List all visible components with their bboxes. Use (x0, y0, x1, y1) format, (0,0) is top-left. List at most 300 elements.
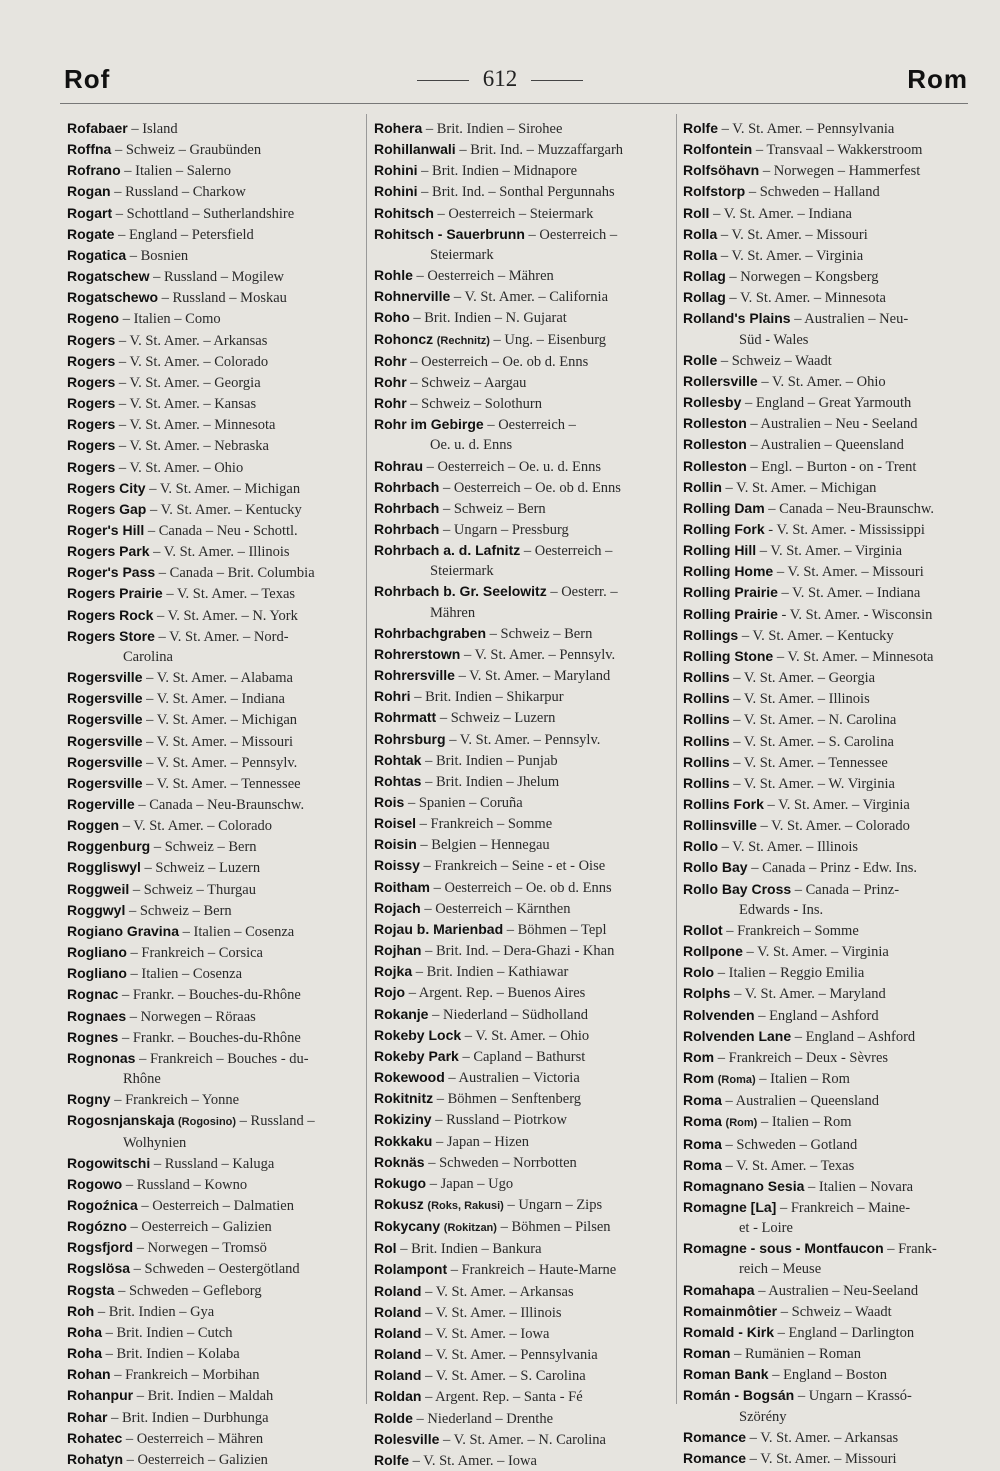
entry-location: – V. St. Amer. – Minnesota (729, 290, 886, 307)
entry-name: Rohrersville (374, 667, 455, 684)
entry-location: – Frankr. – Bouches-du-Rhône (121, 1029, 301, 1046)
entry-location: – V. St. Amer. – Indiana (146, 691, 285, 708)
entry (374, 686, 674, 707)
entry-name: Roissy (374, 857, 420, 874)
entry-location: – Canada – Neu-Braunschw. (138, 797, 305, 813)
entry-name: Roggen (67, 817, 120, 834)
entry (683, 794, 973, 815)
entry (374, 919, 674, 940)
entry-location: – V. St. Amer. – Tennessee (146, 775, 301, 792)
entry-location: – Frankreich – Yonne (114, 1092, 240, 1109)
entry-name: Rohitsch (374, 204, 434, 221)
entry (67, 160, 367, 181)
entry (683, 983, 973, 1004)
entry (683, 118, 973, 139)
entry (683, 350, 973, 371)
entry-name: Roma (683, 1092, 722, 1109)
entry (683, 962, 973, 983)
entry-name: Rollag (683, 268, 726, 285)
entry-name: Rolling Prairie (683, 584, 778, 601)
entry-name: Rolde (374, 1409, 413, 1426)
entry-name: Rolo (683, 964, 715, 981)
entry (374, 393, 674, 414)
entry-name: Rollo (683, 838, 718, 855)
entry-name: Roho (374, 309, 410, 326)
entry (374, 1238, 674, 1259)
entry-location: – Capland – Bathurst (462, 1048, 586, 1065)
entry-location: – V. St. Amer. – Maryland (734, 986, 886, 1003)
entry-location: – V. St. Amer. – California (453, 289, 609, 306)
entry-location: – Bosnien (129, 247, 189, 264)
entry-name: Romald - Kirk (683, 1323, 775, 1340)
entry-name: Rollo Bay (683, 859, 748, 876)
entry (67, 541, 367, 562)
entry-location: – Canada – Prinz- (794, 881, 900, 898)
entry-location: – V. St. Amer. – Ohio (118, 459, 244, 476)
entry-name: Rognonas (67, 1049, 136, 1066)
entry-name: Rokanje (374, 1005, 429, 1022)
entry-location: – Rumänien – Roman (734, 1346, 861, 1363)
entry (683, 1090, 973, 1111)
entry-location: – Norwegen – Kongsberg (729, 269, 879, 286)
entry-location: – Schweiz – Bern (442, 500, 546, 517)
entry (67, 1089, 367, 1110)
entry-name: Rollersville (683, 372, 758, 389)
entry-location: – V. St. Amer. – Kansas (118, 396, 257, 413)
entry (374, 623, 674, 644)
entry-continuation: reich – Meuse (739, 1261, 822, 1278)
entry-name: Rogers (67, 437, 116, 454)
entry-location: – Canada – Prinz - Edw. Ins. (751, 860, 917, 877)
entry-name: Rolfstorp (683, 183, 746, 200)
entry (67, 1449, 367, 1470)
entry-location: – Frankreich – Morbihan (114, 1367, 260, 1384)
entry-name: Roma (683, 1156, 722, 1173)
entry-name: Roha (67, 1323, 102, 1340)
entry-name: Rokugo (374, 1174, 427, 1191)
entry-name: Roh (67, 1302, 95, 1319)
entry-location: – Brit. Indien – Durbhunga (111, 1409, 269, 1426)
header-left-guideword: Rof (64, 64, 111, 94)
entry-location: – Frankr. – Bouches-du-Rhône (121, 987, 301, 1004)
entry-name: Rolla (683, 246, 718, 263)
entry-location: – V. St. Amer. – Pennsylv. (449, 731, 601, 748)
entry (683, 646, 973, 667)
entry-name: Rokeby Park (374, 1047, 459, 1064)
entry (683, 477, 973, 498)
entry-name: Rohri (374, 688, 411, 705)
entry-name: Rogan (67, 183, 111, 200)
entry-location: – V. St. Amer. – Illinois (721, 839, 859, 856)
entry-name: Rohnerville (374, 288, 451, 305)
entry-name: Rolampont (374, 1261, 448, 1278)
entry-location: – V. St. Amer. – Missouri (776, 564, 924, 581)
entry-location: – V. St. Amer. – Indiana (713, 205, 852, 222)
entry-name: Rogers (67, 331, 116, 348)
entry (374, 498, 674, 519)
entry (683, 1134, 973, 1155)
entry-location: – Brit. Indien – Kolaba (105, 1346, 240, 1363)
entry (683, 1238, 973, 1279)
entry-location: – England – Ashford (758, 1007, 879, 1024)
entry-name: Rollot (683, 921, 723, 938)
entry-name: Rohini (374, 162, 418, 179)
entry-name: Roger's Hill (67, 521, 145, 538)
entry-name: Rohini (374, 183, 418, 200)
entry (67, 1237, 367, 1258)
entry-name: Rogliano (67, 944, 127, 961)
entry-name: Rogersville (67, 774, 143, 791)
entry-location: – Italien – Cosenza (130, 966, 243, 983)
entry-name: Rolla (683, 225, 718, 242)
entry-location: – England – Darlington (777, 1324, 915, 1341)
entry-location: – V. St. Amer. – Michigan (146, 712, 298, 729)
entry-location: – Schweiz – Graubünden (114, 142, 262, 159)
entry (374, 1004, 674, 1025)
entry (683, 1068, 973, 1090)
entry-name: Rollins (683, 732, 730, 749)
entry-location: – V. St. Amer. – Colorado (122, 818, 273, 835)
entry-name: Rogersville (67, 732, 143, 749)
entry-location: – Frank- (887, 1241, 937, 1258)
entry-location: – V. St. Amer. – Indiana (781, 585, 921, 602)
entry (683, 1047, 973, 1068)
entry (374, 118, 674, 139)
entry-location: – V. St. Amer. – Illinois (733, 691, 870, 708)
entry (374, 771, 674, 792)
entry-location: – V. St. Amer. – Ohio (464, 1027, 590, 1044)
entry-name: Rogers (67, 416, 116, 433)
entry-location: – Engl. – Burton - on - Trent (750, 458, 917, 475)
entry (683, 413, 973, 434)
entry-location: – V. St. Amer. – Colorado (118, 353, 269, 370)
entry-location: – Italien – Como (122, 311, 221, 328)
entry (67, 857, 367, 878)
entry-location: – Brit. Ind. – Dera-Ghazi - Khan (425, 943, 615, 960)
entry-location: – V. St. Amer. – Nebraska (118, 438, 269, 455)
entry (683, 392, 973, 413)
entry-name: Román - Bogsán (683, 1387, 795, 1404)
entry-location: – Italien – Rom (760, 1114, 852, 1131)
entry-name: Rolfontein (683, 141, 753, 158)
entry-name: Rolling Fork (683, 520, 765, 537)
entry (683, 688, 973, 709)
entry-name: Rohle (374, 267, 413, 284)
entry-location: – V. St. Amer. – Virginia (720, 247, 864, 264)
entry (683, 1280, 973, 1301)
entry-name: Rohr (374, 395, 407, 412)
entry-name: Rokiziny (374, 1111, 432, 1128)
entry-name: Rogsta (67, 1281, 115, 1298)
entry-location: – Brit. Indien – Gya (97, 1303, 215, 1320)
entry (374, 982, 674, 1003)
entry (683, 1111, 973, 1133)
entry-location: – V. St. Amer. – Arkansas (118, 332, 268, 349)
entry-location: – V. St. Amer. – Kentucky (149, 501, 302, 518)
entry-location: – Italien – Novara (808, 1178, 914, 1195)
entry (683, 941, 973, 962)
entry-name: Rolle (683, 351, 718, 368)
entry (683, 181, 973, 202)
entry (374, 1302, 674, 1323)
entry-location: – V. St. Amer. – Virginia (746, 944, 889, 961)
entry (67, 815, 367, 836)
entry (67, 224, 367, 245)
entry (683, 160, 973, 181)
entry (67, 1006, 367, 1027)
entry-location: – Schweiz – Aargau (410, 374, 527, 391)
entry-location: – Oesterr. – (550, 584, 618, 601)
entry (374, 1216, 674, 1238)
entry (374, 961, 674, 982)
entry-name: Rogoźnica (67, 1196, 138, 1213)
entry-location: – Schweden – Norrbotten (428, 1154, 577, 1171)
entry-location: – Russland – Charkow (114, 184, 246, 201)
entry-continuation: Mähren (430, 604, 476, 621)
entry-location: – Japan – Ugo (429, 1175, 514, 1192)
entry (67, 1027, 367, 1048)
entry-name: Roggweil (67, 880, 130, 897)
entry (67, 963, 367, 984)
entry (683, 287, 973, 308)
entry-name: Rogers (67, 458, 116, 475)
entry-location: – Schweiz – Thurgau (132, 881, 256, 898)
entry (683, 561, 973, 582)
entry-name: Roffna (67, 141, 112, 158)
entry-name: Rogiano Gravina (67, 922, 180, 939)
entry (374, 351, 674, 372)
entry-name: Rofrano (67, 162, 121, 179)
entry (67, 1048, 367, 1089)
entry-name: Rolfe (374, 1451, 409, 1468)
entry-name: Rohar (67, 1408, 108, 1425)
entry-location: – Schweiz – Bern (489, 625, 593, 642)
entry-location: – Norwegen – Röraas (129, 1008, 256, 1025)
entry-name: Roggwyl (67, 901, 126, 918)
entry-name: Rohrbach a. d. Lafnitz (374, 542, 521, 559)
entry (683, 582, 973, 603)
entry-location: – Frankreich – Deux - Sèvres (717, 1049, 889, 1066)
entry-location: – England – Boston (772, 1367, 887, 1384)
entry (67, 372, 367, 393)
entry-name: Rogers Store (67, 627, 155, 644)
entry-location: – Brit. Indien – Sirohee (425, 121, 563, 137)
entry-name: Roitham (374, 878, 430, 895)
entry-name: Rojka (374, 963, 413, 980)
entry-name: Rohillanwali (374, 141, 456, 158)
entry-name: Romance (683, 1449, 747, 1466)
entry-name: Rogsfjord (67, 1239, 134, 1256)
entry (374, 581, 674, 622)
entry (683, 604, 973, 625)
entry-location: – V. St. Amer. – Virginia (767, 797, 910, 813)
entry-location: – Brit. Indien – Midnapore (421, 163, 578, 180)
entry-location: – Italien – Reggio Emilia (717, 965, 865, 982)
entry-name: Roggenburg (67, 838, 151, 855)
entry-name: Rogersville (67, 690, 143, 707)
entry (67, 393, 367, 414)
entry-name: Rohr (374, 373, 407, 390)
entry (683, 625, 973, 646)
entry-name: Roldan (374, 1388, 422, 1405)
entry-name: Rognaes (67, 1007, 127, 1024)
header-right-guideword: Rom (907, 64, 968, 94)
entry-location: – Brit. Indien – N. Gujarat (413, 310, 567, 327)
entry (683, 1448, 973, 1469)
entry-location: – V. St. Amer. – N. York (156, 607, 298, 624)
entry (374, 1259, 674, 1280)
entry-continuation: Steiermark (430, 563, 494, 580)
entry-name: Rohoncz (374, 330, 434, 347)
entry-location: – Frankreich – Corsica (130, 945, 263, 962)
entry (67, 1385, 367, 1406)
entry-location: – Japan – Hizen (435, 1133, 529, 1150)
entry (374, 181, 674, 202)
entry (374, 1131, 674, 1152)
entry-name: Roger's Pass (67, 564, 156, 581)
column-2 (374, 118, 674, 1471)
entry-name: Rolvenden Lane (683, 1027, 792, 1044)
entry-name: Rogate (67, 225, 115, 242)
entry (374, 414, 674, 455)
entry-name: Rolleston (683, 457, 747, 474)
entry-location: – V. St. Amer. – Ohio (761, 373, 886, 390)
entry (67, 984, 367, 1005)
entry-name: Rokeby Lock (374, 1026, 462, 1043)
entry (67, 435, 367, 456)
entry-location: – Oesterreich – Galizien (126, 1451, 268, 1468)
entry-name: Rohan (67, 1366, 111, 1383)
entry-location: – Böhmen – Pilsen (500, 1219, 611, 1236)
entry-continuation: Edwards - Ins. (739, 901, 824, 918)
entry-name: Rogózno (67, 1218, 127, 1235)
entry-name: Rohtas (374, 772, 422, 789)
entry-name: Rohrmatt (374, 709, 437, 726)
entry-location: – Brit. Indien – Cutch (105, 1324, 233, 1341)
entry-continuation: Oe. u. d. Enns (430, 437, 513, 454)
entry-name: Rollins (683, 690, 730, 707)
entry-location: – V. St. Amer. – N. Carolina (443, 1431, 606, 1448)
entry (67, 457, 367, 478)
entry-location: – V. St. Amer. – Iowa (412, 1452, 537, 1469)
entry (374, 813, 674, 834)
entry-alt-name: (Rom) (725, 1117, 758, 1130)
entry-name: Roll (683, 204, 710, 221)
entry-name: Rolling Dam (683, 499, 765, 516)
entry-name: Rohr im Gebirge (374, 416, 484, 433)
entry (67, 203, 367, 224)
entry-name: Rois (374, 794, 405, 810)
entry-location: – Brit. Indien – Maldah (136, 1388, 274, 1405)
entry (374, 224, 674, 265)
entry-location: – Ungarn – Zips (507, 1196, 603, 1213)
entry-location: – Schweiz – Luzern (144, 860, 261, 877)
entry (67, 709, 367, 730)
entry-name: Rohitsch - Sauerbrunn (374, 225, 525, 242)
entry-name: Roma (683, 1135, 722, 1152)
entry (67, 1407, 367, 1428)
entry (374, 477, 674, 498)
entry-continuation: et - Loire (739, 1220, 793, 1237)
entry (67, 731, 367, 752)
entry (67, 1174, 367, 1195)
entry-location: – V. St. Amer. – Pennsylvania (721, 121, 895, 137)
entry-alt-name: (Rechnitz) (436, 334, 490, 347)
entry-location: – Schweden – Gefleborg (118, 1282, 262, 1299)
entry-location: – Schweden – Gotland (725, 1136, 858, 1153)
entry-name: Rokewood (374, 1069, 445, 1086)
entry (374, 855, 674, 876)
entry-location: – V. St. Amer. – Colorado (760, 818, 910, 835)
entry (683, 1322, 973, 1343)
entry-name: Rollins (683, 711, 730, 728)
entry-location: – Norwegen – Hammerfest (762, 163, 921, 180)
entry (683, 857, 973, 878)
entry-name: Rollins (683, 753, 730, 770)
entry-name: Roisin (374, 836, 417, 853)
entry (67, 1110, 367, 1152)
entry-name: Roggliswyl (67, 859, 141, 876)
entry (374, 1067, 674, 1088)
entry-alt-name: (Rogosino) (178, 1116, 237, 1129)
entry-location: – Oesterreich – Steiermark (437, 205, 594, 222)
entry-location: – Oesterreich – (523, 543, 613, 560)
entry-name: Rol (374, 1240, 397, 1257)
entry-name: Rohanpur (67, 1387, 134, 1404)
entry-name: Rogers (67, 373, 116, 390)
entry (67, 1258, 367, 1279)
entry (67, 583, 367, 604)
entry (374, 1025, 674, 1046)
entry-location: – V. St. Amer. – Pennsylv. (146, 754, 298, 771)
entry-name: Roisel (374, 815, 417, 832)
entry (374, 1281, 674, 1302)
entry-location: - V. St. Amer. - Wisconsin (781, 606, 933, 623)
entry-name: Romagnano Sesia (683, 1177, 805, 1194)
entry (683, 731, 973, 752)
entry-location: – Oesterreich – Mähren (416, 268, 554, 285)
page-number: 612 (482, 66, 518, 91)
entry-location: – Schweiz – Waadt (780, 1303, 892, 1320)
entry-location: – Oesterreich – (528, 226, 618, 243)
entry (67, 1343, 367, 1364)
entry-location: – Brit. Indien – Shikarpur (414, 689, 564, 706)
entry-location: – Frankreich – Somme (419, 816, 553, 833)
header-dash-left (417, 80, 469, 81)
entry (67, 879, 367, 900)
entry-location: – Argent. Rep. – Buenos Aires (408, 985, 586, 1002)
entry-location: – Russland – Mogilew (153, 269, 284, 286)
entry (374, 665, 674, 686)
entry-location: – Russland – Moskau (161, 290, 287, 307)
entry (374, 1109, 674, 1130)
entry-location: – Oesterreich – Kärnthen (424, 900, 571, 917)
entry (67, 836, 367, 857)
entry-name: Rogatschew (67, 268, 150, 285)
entry-continuation: Süd - Wales (739, 331, 809, 348)
entry-location: – Böhmen – Senftenberg (436, 1091, 582, 1108)
entry-location: – Russland – (239, 1113, 315, 1130)
entry (374, 1173, 674, 1194)
entry-location: – V. St. Amer. – Iowa (425, 1325, 550, 1342)
entry-location: – Island (131, 121, 178, 137)
entry-location: – V. St. Amer. – N. Carolina (733, 712, 897, 729)
entry (374, 329, 674, 351)
entry-name: Rohrbach (374, 499, 440, 516)
entry (683, 540, 973, 561)
entry (374, 286, 674, 307)
entry-location: – Schottland – Sutherlandshire (115, 205, 295, 222)
